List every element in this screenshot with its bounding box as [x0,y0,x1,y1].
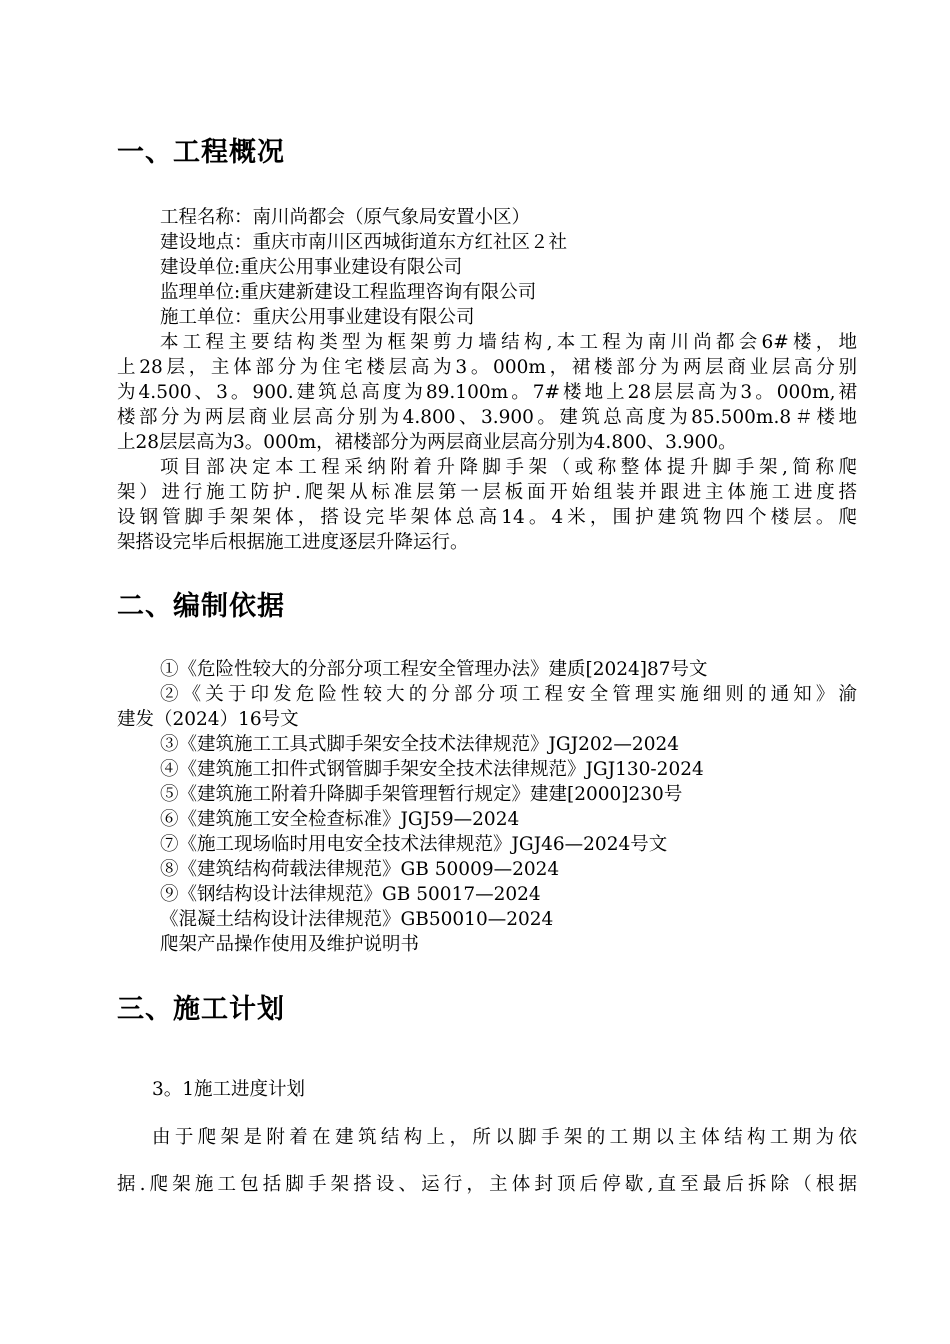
scaffold-paragraph-line: 架搭设完毕后根据施工进度逐层升降运行。 [117,532,469,553]
basis-item: ⑥《建筑施工安全检查标准》JGJ59—2024 [160,809,520,830]
section-heading-overview: 一、工程概况 [117,137,285,168]
basis-item: ⑤《建筑施工附着升降脚手架管理暂行规定》建建[2000]230号 [160,784,683,805]
basis-item: ②《关于印发危险性较大的分部分项工程安全管理实施细则的通知》渝 [160,684,857,705]
plan-paragraph-line: 由于爬架是附着在建筑结构上，所以脚手架的工期以主体结构工期为依 [152,1127,857,1148]
basis-item: ①《危险性较大的分部分项工程安全管理办法》建质[2024]87号文 [160,659,708,680]
overview-paragraph-line: 上28层层高为3。000m，裙楼部分为两层商业层高分别为4.800、3.900。 [117,432,737,453]
scaffold-paragraph-line: 设钢管脚手架架体，搭设完毕架体总高14。4米，围护建筑物四个楼层。爬 [117,507,857,528]
overview-paragraph-line: 本工程主要结构类型为框架剪力墙结构,本工程为南川尚都会6#楼，地 [160,332,857,353]
basis-item: ③《建筑施工工具式脚手架安全技术法律规范》JGJ202—2024 [160,734,680,755]
project-name-line: 工程名称：南川尚都会（原气象局安置小区） [160,207,531,228]
subsection-heading: 3。1施工进度计划 [152,1079,306,1100]
project-location-line: 建设地点：重庆市南川区西城街道东方红社区２社 [160,232,568,253]
section-heading-plan: 三、施工计划 [117,994,285,1025]
owner-unit-line: 建设单位:重庆公用事业建设有限公司 [160,257,463,278]
supervision-unit-line: 监理单位:重庆建新建设工程监理咨询有限公司 [160,282,537,303]
basis-item: ⑨《钢结构设计法律规范》GB 50017—2024 [160,884,541,905]
basis-item: ④《建筑施工扣件式钢管脚手架安全技术法律规范》JGJ130-2024 [160,759,704,780]
overview-paragraph-line: 楼部分为两层商业层高分别为4.800、3.900。建筑总高度为85.500m.8＃楼地 [117,407,857,428]
scaffold-paragraph-line: 项目部决定本工程采纳附着升降脚手架（或称整体提升脚手架,简称爬 [160,457,857,478]
basis-item: ⑧《建筑结构荷载法律规范》GB 50009—2024 [160,859,560,880]
overview-paragraph-line: 上28层，主体部分为住宅楼层高为3。000m，裙楼部分为两层商业层高分别 [117,357,857,378]
basis-item-continuation: 建发（2024）16号文 [117,709,299,730]
overview-paragraph-line: 为4.500、3。900.建筑总高度为89.100m。7#楼地上28层层高为3。000m,裙 [117,382,857,403]
plan-paragraph-line: 据.爬架施工包括脚手架搭设、运行，主体封顶后停歇,直至最后拆除（根据 [117,1174,857,1195]
construction-unit-line: 施工单位：重庆公用事业建设有限公司 [160,307,475,328]
section-heading-basis: 二、编制依据 [117,591,285,622]
basis-item: 《混凝土结构设计法律规范》GB50010—2024 [160,909,554,930]
scaffold-paragraph-line: 架）进行施工防护.爬架从标准层第一层板面开始组装并跟进主体施工进度搭 [117,482,857,503]
basis-item: 爬架产品操作使用及维护说明书 [160,934,420,955]
basis-item: ⑦《施工现场临时用电安全技术法律规范》JGJ46—2024号文 [160,834,668,855]
